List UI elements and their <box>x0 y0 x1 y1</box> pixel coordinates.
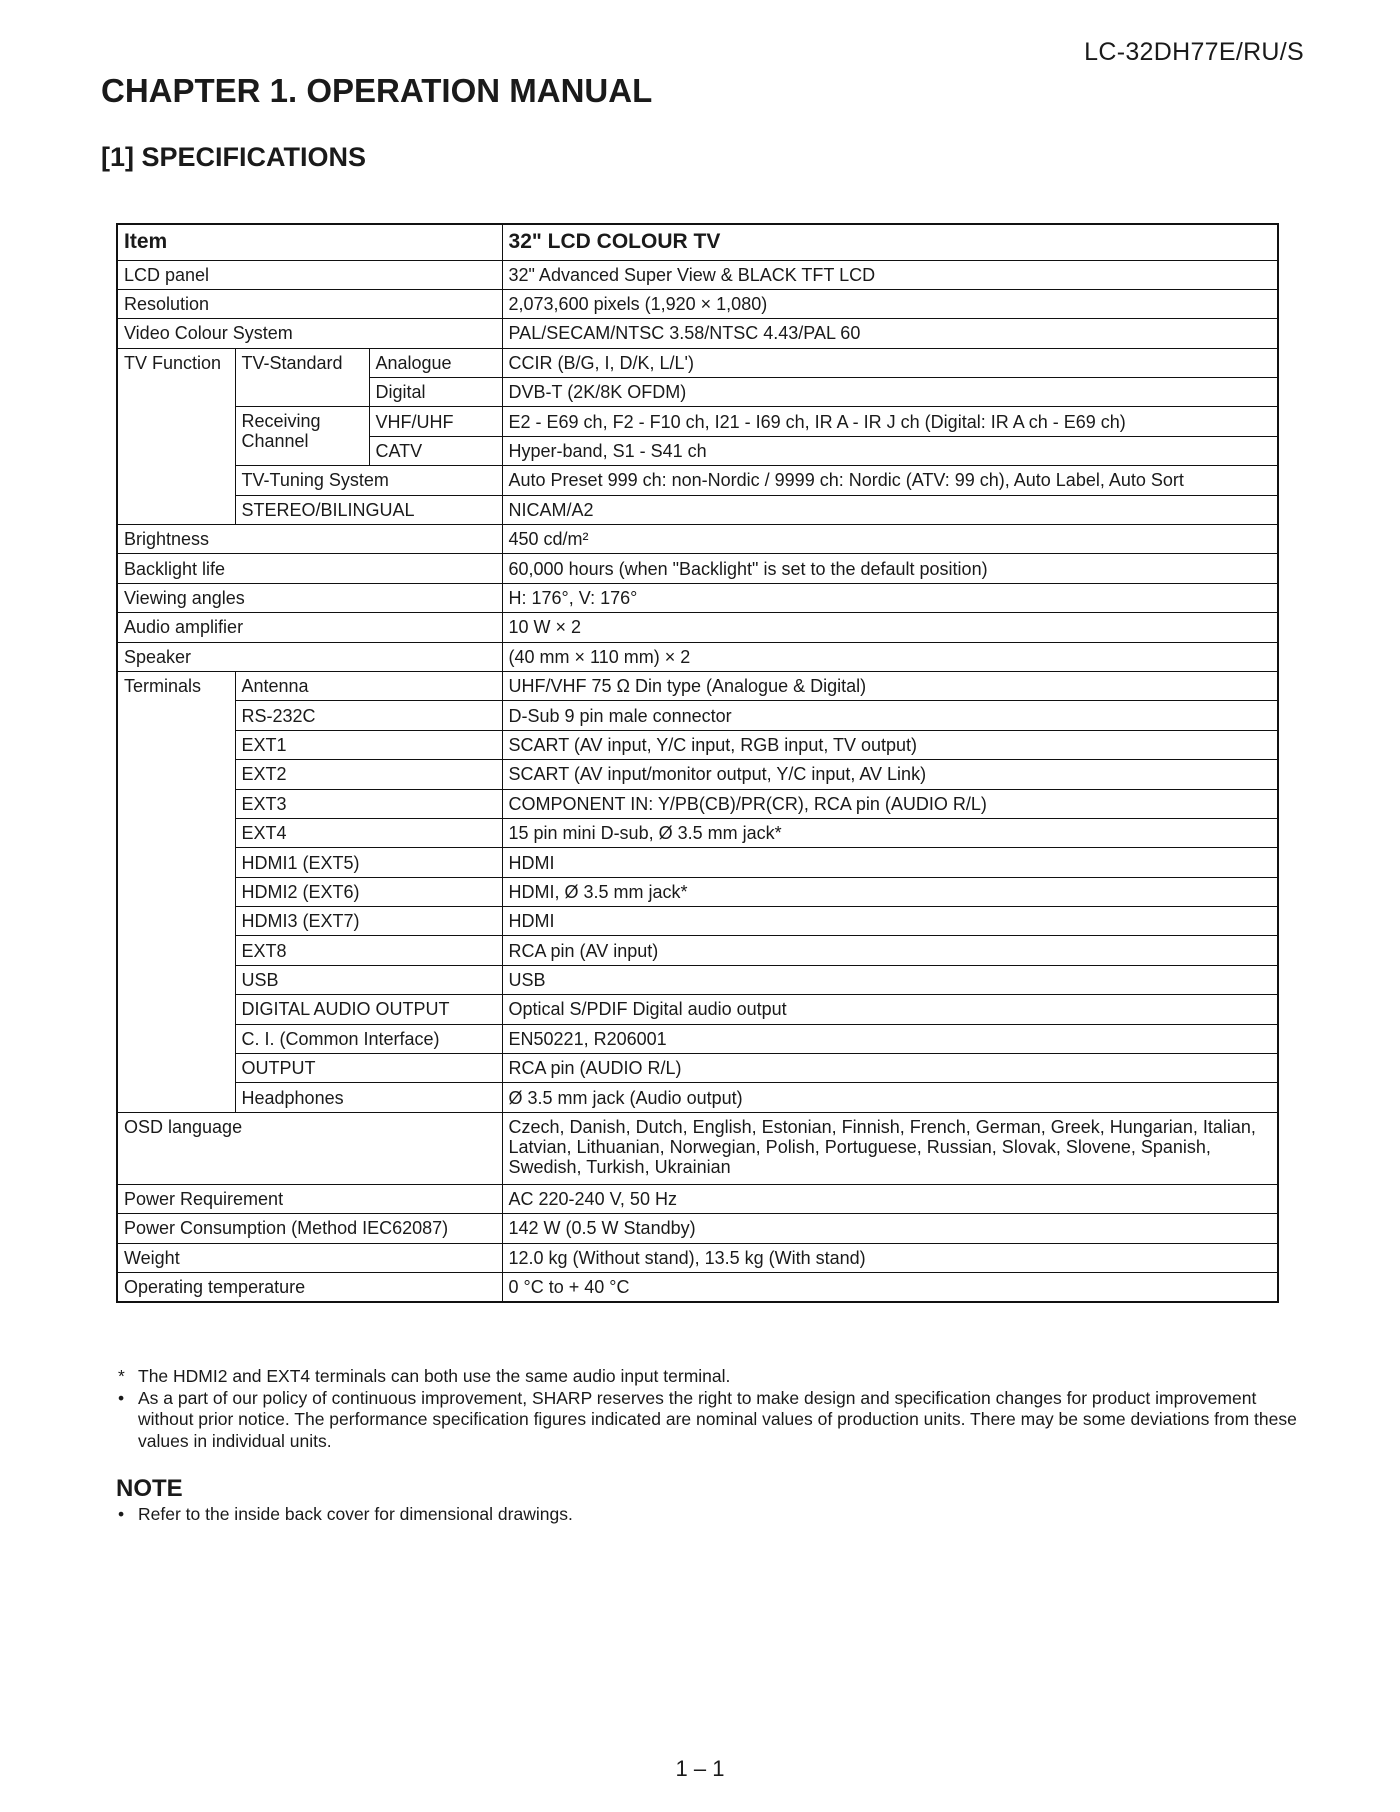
row-label: Audio amplifier <box>117 613 502 642</box>
terminal-value: HDMI <box>502 848 1278 877</box>
row-label: Weight <box>117 1243 502 1272</box>
bullet-icon: • <box>118 1387 125 1408</box>
table-row <box>117 701 1278 730</box>
row-value: DVB-T (2K/8K OFDM) <box>502 378 1278 407</box>
row-value: 10 W × 2 <box>502 613 1278 642</box>
chapter-title: CHAPTER 1. OPERATION MANUAL <box>101 72 653 109</box>
terminal-value: SCART (AV input/monitor output, Y/C input, AV Link) <box>502 760 1278 789</box>
row-value: Hyper-band, S1 - S41 ch <box>502 436 1278 465</box>
row-value: (40 mm × 110 mm) × 2 <box>502 642 1278 671</box>
row-value: 60,000 hours (when "Backlight" is set to the default position) <box>502 554 1278 583</box>
terminal-value: UHF/VHF 75 Ω Din type (Analogue & Digital) <box>502 671 1278 700</box>
terminal-name: OUTPUT <box>235 1054 502 1083</box>
terminal-name: EXT4 <box>235 818 502 847</box>
terminal-name: Headphones <box>235 1083 502 1112</box>
table-row <box>117 407 1278 436</box>
row-label: Power Consumption (Method IEC62087) <box>117 1214 502 1243</box>
table-row <box>117 1054 1278 1083</box>
table-row <box>117 495 1278 524</box>
table-row <box>117 466 1278 495</box>
vhf-uhf-label: VHF/UHF <box>369 407 502 436</box>
stereo-label: STEREO/BILINGUAL <box>235 495 502 524</box>
specifications-table <box>116 223 1279 1303</box>
terminals-label: Terminals <box>117 671 235 1112</box>
terminal-name: HDMI1 (EXT5) <box>235 848 502 877</box>
row-label: Power Requirement <box>117 1184 502 1213</box>
row-label: Video Colour System <box>117 319 502 348</box>
table-row <box>117 877 1278 906</box>
table-row <box>117 1273 1278 1302</box>
tv-function-label: TV Function <box>117 348 235 524</box>
row-value: PAL/SECAM/NTSC 3.58/NTSC 4.43/PAL 60 <box>502 319 1278 348</box>
terminal-value: Ø 3.5 mm jack (Audio output) <box>502 1083 1278 1112</box>
model-number: LC-32DH77E/RU/S <box>1084 38 1304 66</box>
table-row <box>117 289 1278 318</box>
table-row <box>117 936 1278 965</box>
row-label: LCD panel <box>117 260 502 289</box>
terminal-value: USB <box>502 965 1278 994</box>
note-heading: NOTE <box>116 1475 183 1502</box>
terminal-value: SCART (AV input, Y/C input, RGB input, TV output) <box>502 730 1278 759</box>
table-row <box>117 671 1278 700</box>
terminal-name: EXT1 <box>235 730 502 759</box>
asterisk-footnote <box>118 1366 1298 1388</box>
row-value: CCIR (B/G, I, D/K, L/L') <box>502 348 1278 377</box>
table-row <box>117 1243 1278 1272</box>
table-row <box>117 554 1278 583</box>
policy-footnote-text: As a part of our policy of continuous improvement, SHARP reserves the right to make design and specification changes for product improvement without prior notice. The performance specification figures indicated are nominal values of production units. There may be some deviations from these values in individual units. <box>138 1387 1297 1451</box>
row-value: Czech, Danish, Dutch, English, Estonian, Finnish, French, German, Greek, Hungarian, Italian, Latvian, Lithuanian, Norwegian, Polish, Portuguese, Russian, Slovak, Slovene, Spanish, Swedish, Turkish, Ukrainian <box>502 1112 1278 1184</box>
row-label: Brightness <box>117 525 502 554</box>
terminal-name: C. I. (Common Interface) <box>235 1024 502 1053</box>
note-text: Refer to the inside back cover for dimensional drawings. <box>138 1504 573 1524</box>
terminal-name: USB <box>235 965 502 994</box>
terminal-value: D-Sub 9 pin male connector <box>502 701 1278 730</box>
table-row <box>117 525 1278 554</box>
terminal-name: DIGITAL AUDIO OUTPUT <box>235 995 502 1024</box>
terminal-value: RCA pin (AV input) <box>502 936 1278 965</box>
digital-label: Digital <box>369 378 502 407</box>
row-value: 32" Advanced Super View & BLACK TFT LCD <box>502 260 1278 289</box>
table-row <box>117 789 1278 818</box>
table-row <box>117 1184 1278 1213</box>
asterisk-mark: * <box>118 1366 125 1386</box>
terminal-value: RCA pin (AUDIO R/L) <box>502 1054 1278 1083</box>
header-item: Item <box>117 224 502 260</box>
terminal-name: HDMI2 (EXT6) <box>235 877 502 906</box>
section-title: [1] SPECIFICATIONS <box>101 142 367 172</box>
table-row <box>117 907 1278 936</box>
terminal-value: HDMI <box>502 907 1278 936</box>
row-value: 2,073,600 pixels (1,920 × 1,080) <box>502 289 1278 318</box>
row-label: OSD language <box>117 1112 502 1184</box>
table-row <box>117 260 1278 289</box>
table-row <box>117 995 1278 1024</box>
row-value: Auto Preset 999 ch: non-Nordic / 9999 ch: Nordic (ATV: 99 ch), Auto Label, Auto Sort <box>502 466 1278 495</box>
row-label: Operating temperature <box>117 1273 502 1302</box>
row-label: Resolution <box>117 289 502 318</box>
table-row <box>117 730 1278 759</box>
table-row <box>117 348 1278 377</box>
bullet-icon: • <box>118 1504 125 1524</box>
table-row <box>117 1214 1278 1243</box>
footnotes <box>118 1366 1298 1452</box>
catv-label: CATV <box>369 436 502 465</box>
table-header-row <box>117 224 1278 260</box>
terminal-value: Optical S/PDIF Digital audio output <box>502 995 1278 1024</box>
row-value: 142 W (0.5 W Standby) <box>502 1214 1278 1243</box>
table-row <box>117 613 1278 642</box>
analogue-label: Analogue <box>369 348 502 377</box>
page-number: 1 – 1 <box>675 1756 725 1781</box>
row-label: Backlight life <box>117 554 502 583</box>
table-row <box>117 1112 1278 1184</box>
row-label: Speaker <box>117 642 502 671</box>
header-value: 32" LCD COLOUR TV <box>502 224 1278 260</box>
table-row <box>117 1083 1278 1112</box>
terminal-name: HDMI3 (EXT7) <box>235 907 502 936</box>
row-value: 450 cd/m² <box>502 525 1278 554</box>
table-row <box>117 319 1278 348</box>
row-value: E2 - E69 ch, F2 - F10 ch, I21 - I69 ch, IR A - IR J ch (Digital: IR A ch - E69 ch) <box>502 407 1278 436</box>
table-row <box>117 1024 1278 1053</box>
terminal-name: Antenna <box>235 671 502 700</box>
terminal-name: EXT2 <box>235 760 502 789</box>
tuning-system-label: TV-Tuning System <box>235 466 502 495</box>
table-row <box>117 848 1278 877</box>
row-value: H: 176°, V: 176° <box>502 583 1278 612</box>
terminal-value: EN50221, R206001 <box>502 1024 1278 1053</box>
receiving-channel-label: Receiving Channel <box>235 407 369 466</box>
terminal-name: EXT8 <box>235 936 502 965</box>
asterisk-footnote-text: The HDMI2 and EXT4 terminals can both use the same audio input terminal. <box>138 1366 731 1386</box>
table-row <box>117 818 1278 847</box>
policy-footnote <box>118 1388 1298 1453</box>
terminal-value: COMPONENT IN: Y/PB(CB)/PR(CR), RCA pin (AUDIO R/L) <box>502 789 1278 818</box>
table-row <box>117 965 1278 994</box>
table-row <box>117 760 1278 789</box>
row-value: 12.0 kg (Without stand), 13.5 kg (With stand) <box>502 1243 1278 1272</box>
note-item <box>118 1504 1298 1526</box>
row-value: NICAM/A2 <box>502 495 1278 524</box>
tv-standard-label: TV-Standard <box>235 348 369 407</box>
row-label: Viewing angles <box>117 583 502 612</box>
table-row <box>117 642 1278 671</box>
terminal-name: EXT3 <box>235 789 502 818</box>
terminal-value: 15 pin mini D-sub, Ø 3.5 mm jack* <box>502 818 1278 847</box>
row-value: AC 220-240 V, 50 Hz <box>502 1184 1278 1213</box>
table-row <box>117 583 1278 612</box>
row-value: 0 °C to + 40 °C <box>502 1273 1278 1302</box>
terminal-name: RS-232C <box>235 701 502 730</box>
note-body <box>118 1504 1298 1526</box>
terminal-value: HDMI, Ø 3.5 mm jack* <box>502 877 1278 906</box>
